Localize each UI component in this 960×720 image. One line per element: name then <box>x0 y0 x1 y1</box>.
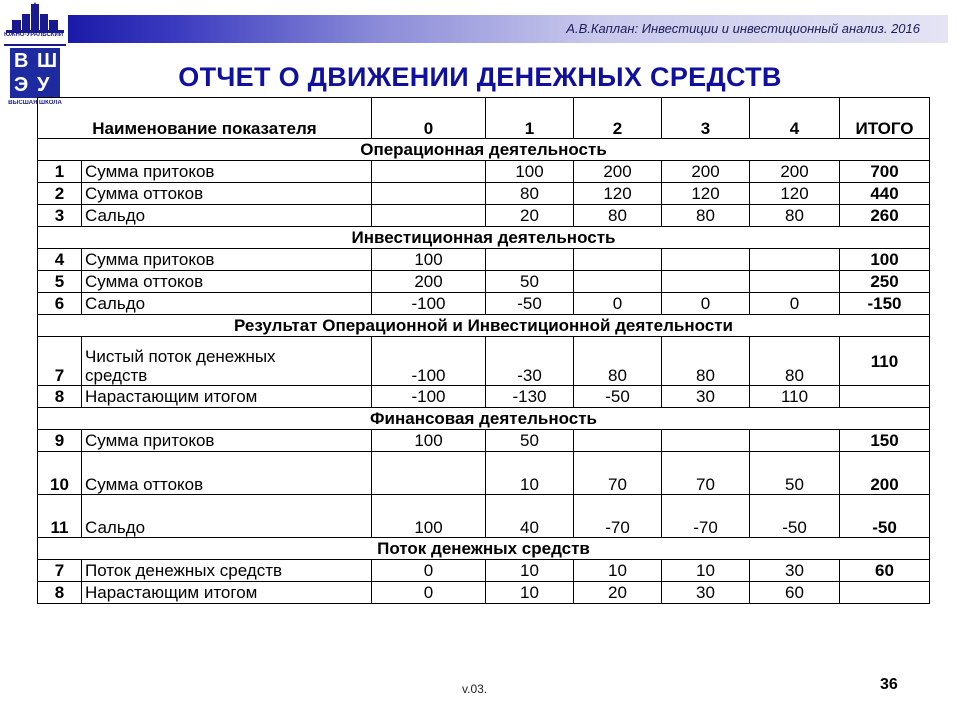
row-number: 9 <box>38 430 82 452</box>
section-title: Инвестиционная деятельность <box>38 227 930 249</box>
value-cell-period-2: 80 <box>574 337 662 386</box>
value-cell-period-0: -100 <box>372 386 486 408</box>
value-cell-period-3 <box>662 271 750 293</box>
building-icon <box>4 2 66 34</box>
value-cell-period-1: -130 <box>486 386 574 408</box>
total-cell: 700 <box>840 161 930 183</box>
section-row <box>38 538 930 560</box>
table-row <box>38 452 930 495</box>
value-cell-period-4: -50 <box>750 495 840 538</box>
logo-small-text: ЮЖНО-УРАЛЬСКИЙ <box>4 32 64 38</box>
section-row <box>38 315 930 337</box>
total-cell: -50 <box>840 495 930 538</box>
value-cell-period-1: 40 <box>486 495 574 538</box>
row-number: 1 <box>38 161 82 183</box>
table-row <box>38 271 930 293</box>
value-cell-period-3: 0 <box>662 293 750 315</box>
total-cell <box>840 582 930 604</box>
row-name: Сальдо <box>82 495 372 538</box>
row-name-line: средств <box>85 366 148 385</box>
value-cell-period-1: 10 <box>486 560 574 582</box>
value-cell-period-3: 30 <box>662 386 750 408</box>
row-number: 11 <box>38 495 82 538</box>
header-period-0: 0 <box>372 98 486 139</box>
table-row <box>38 560 930 582</box>
row-number: 4 <box>38 249 82 271</box>
value-cell-period-4: 200 <box>750 161 840 183</box>
value-cell-period-1: 50 <box>486 430 574 452</box>
table-row <box>38 249 930 271</box>
logo-letter: Ш <box>37 50 58 72</box>
row-name: Поток денежных средств <box>82 560 372 582</box>
value-cell-period-4 <box>750 249 840 271</box>
row-name: Сумма оттоков <box>82 271 372 293</box>
value-cell-period-2: 70 <box>574 452 662 495</box>
section-row <box>38 408 930 430</box>
row-name: Сальдо <box>82 293 372 315</box>
logo-letter: Э <box>14 74 29 96</box>
version-label: v.03. <box>462 682 488 696</box>
total-cell: -150 <box>840 293 930 315</box>
row-number: 6 <box>38 293 82 315</box>
table-row <box>38 183 930 205</box>
value-cell-period-1: 10 <box>486 582 574 604</box>
row-number: 3 <box>38 205 82 227</box>
value-cell-period-4: 80 <box>750 205 840 227</box>
table-row <box>38 337 930 386</box>
row-name-line: Чистый поток денежных <box>85 347 276 366</box>
value-cell-period-1: 100 <box>486 161 574 183</box>
value-cell-period-1 <box>486 249 574 271</box>
total-cell: 100 <box>840 249 930 271</box>
total-cell: 200 <box>840 452 930 495</box>
value-cell-period-4: 30 <box>750 560 840 582</box>
value-cell-period-3: -70 <box>662 495 750 538</box>
value-cell-period-0 <box>372 183 486 205</box>
page-title: ОТЧЕТ О ДВИЖЕНИИ ДЕНЕЖНЫХ СРЕДСТВ <box>178 62 782 92</box>
table-row <box>38 293 930 315</box>
value-cell-period-0: -100 <box>372 293 486 315</box>
row-name: Сумма оттоков <box>82 183 372 205</box>
value-cell-period-0: -100 <box>372 337 486 386</box>
value-cell-period-0 <box>372 205 486 227</box>
table-row <box>38 386 930 408</box>
value-cell-period-2 <box>574 271 662 293</box>
value-cell-period-0: 0 <box>372 560 486 582</box>
value-cell-period-3: 80 <box>662 337 750 386</box>
value-cell-period-1: 10 <box>486 452 574 495</box>
cash-flow-table <box>37 97 930 604</box>
value-cell-period-3: 120 <box>662 183 750 205</box>
header-band <box>68 15 948 43</box>
value-cell-period-2: -50 <box>574 386 662 408</box>
row-number: 2 <box>38 183 82 205</box>
value-cell-period-3: 30 <box>662 582 750 604</box>
header-period-2: 2 <box>574 98 662 139</box>
row-name: Сумма притоков <box>82 430 372 452</box>
value-cell-period-2: 10 <box>574 560 662 582</box>
logo-letter: У <box>37 74 50 96</box>
table-row <box>38 582 930 604</box>
row-number: 8 <box>38 582 82 604</box>
value-cell-period-4: 0 <box>750 293 840 315</box>
total-cell: 110 <box>840 337 930 386</box>
value-cell-period-4: 120 <box>750 183 840 205</box>
table-row <box>38 495 930 538</box>
row-name: Нарастающим итогом <box>82 386 372 408</box>
header-name: Наименование показателя <box>38 98 372 139</box>
value-cell-period-3 <box>662 430 750 452</box>
table-row <box>38 205 930 227</box>
value-cell-period-2: 200 <box>574 161 662 183</box>
value-cell-period-4: 80 <box>750 337 840 386</box>
value-cell-period-2: 80 <box>574 205 662 227</box>
header-total: ИТОГО <box>840 98 930 139</box>
total-cell <box>840 386 930 408</box>
logo-letter: В <box>14 50 29 72</box>
value-cell-period-1: 20 <box>486 205 574 227</box>
value-cell-period-2: 120 <box>574 183 662 205</box>
total-cell: 260 <box>840 205 930 227</box>
value-cell-period-3: 200 <box>662 161 750 183</box>
table-row <box>38 161 930 183</box>
row-name: Сальдо <box>82 205 372 227</box>
header-period-1: 1 <box>486 98 574 139</box>
value-cell-period-2 <box>574 249 662 271</box>
value-cell-period-3: 10 <box>662 560 750 582</box>
row-number: 5 <box>38 271 82 293</box>
table-row <box>38 430 930 452</box>
page-number: 36 <box>880 676 898 693</box>
row-number: 7 <box>38 560 82 582</box>
row-name <box>82 337 372 386</box>
value-cell-period-0: 0 <box>372 582 486 604</box>
row-number: 10 <box>38 452 82 495</box>
row-name: Сумма притоков <box>82 161 372 183</box>
value-cell-period-0: 100 <box>372 249 486 271</box>
value-cell-period-4: 60 <box>750 582 840 604</box>
value-cell-period-0 <box>372 452 486 495</box>
row-name: Нарастающим итогом <box>82 582 372 604</box>
value-cell-period-2: -70 <box>574 495 662 538</box>
section-title: Операционная деятельность <box>38 139 930 161</box>
total-cell: 60 <box>840 560 930 582</box>
value-cell-period-0: 100 <box>372 430 486 452</box>
value-cell-period-3: 80 <box>662 205 750 227</box>
total-cell: 150 <box>840 430 930 452</box>
value-cell-period-0: 100 <box>372 495 486 538</box>
value-cell-period-1: -30 <box>486 337 574 386</box>
header-text: А.В.Каплан: Инвестиции и инвестиционный анализ. 2016 <box>566 21 920 36</box>
section-title: Финансовая деятельность <box>38 408 930 430</box>
value-cell-period-2 <box>574 430 662 452</box>
section-title: Поток денежных средств <box>38 538 930 560</box>
row-name: Сумма притоков <box>82 249 372 271</box>
section-title: Результат Операционной и Инвестиционной деятельности <box>38 315 930 337</box>
value-cell-period-1: -50 <box>486 293 574 315</box>
header-period-3: 3 <box>662 98 750 139</box>
row-number: 7 <box>38 337 82 386</box>
section-row <box>38 139 930 161</box>
header-period-4: 4 <box>750 98 840 139</box>
header-row <box>38 98 930 139</box>
value-cell-period-1: 50 <box>486 271 574 293</box>
value-cell-period-4: 50 <box>750 452 840 495</box>
total-cell: 250 <box>840 271 930 293</box>
row-number: 8 <box>38 386 82 408</box>
row-name: Сумма оттоков <box>82 452 372 495</box>
value-cell-period-1: 80 <box>486 183 574 205</box>
logo-bottom-text: ВЫСШАЯ ШКОЛА <box>8 100 62 106</box>
value-cell-period-3 <box>662 249 750 271</box>
value-cell-period-4: 110 <box>750 386 840 408</box>
logo-divider <box>4 44 66 46</box>
total-cell: 440 <box>840 183 930 205</box>
value-cell-period-4 <box>750 430 840 452</box>
value-cell-period-3: 70 <box>662 452 750 495</box>
value-cell-period-2: 0 <box>574 293 662 315</box>
value-cell-period-4 <box>750 271 840 293</box>
value-cell-period-0: 200 <box>372 271 486 293</box>
value-cell-period-2: 20 <box>574 582 662 604</box>
value-cell-period-0 <box>372 161 486 183</box>
section-row <box>38 227 930 249</box>
